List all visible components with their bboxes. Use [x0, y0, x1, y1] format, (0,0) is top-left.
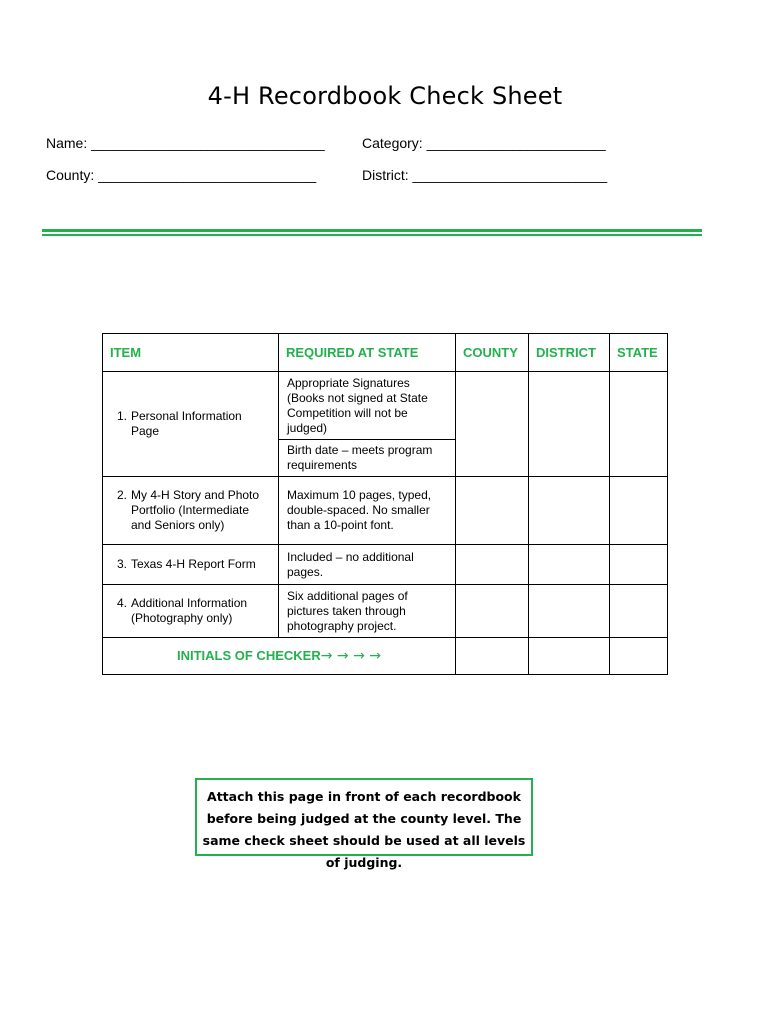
requirement-cell: Six additional pages of pictures taken through photography project. [279, 585, 456, 638]
state-check-cell[interactable] [610, 545, 668, 585]
item-number: 3. [117, 557, 128, 571]
table-row [103, 585, 668, 638]
requirement-cell: Included – no additional pages. [279, 545, 456, 585]
item-label: My 4-H Story and Photo Portfolio (Intermediate and Seniors only) [131, 488, 260, 532]
initials-row [103, 638, 668, 675]
header-item: ITEM [103, 334, 279, 372]
state-check-cell[interactable] [610, 372, 668, 477]
divider-line [42, 229, 702, 232]
county-initials-cell[interactable] [456, 638, 529, 675]
item-number: 1. [117, 409, 128, 423]
county-check-cell[interactable] [456, 585, 529, 638]
table-row [103, 545, 668, 585]
item-cell [103, 372, 279, 477]
item-label: Additional Information (Photography only) [131, 596, 248, 625]
page-title: 4-H Recordbook Check Sheet [207, 82, 563, 110]
state-check-cell[interactable] [610, 585, 668, 638]
item-label: Texas 4-H Report Form [131, 557, 256, 571]
county-field[interactable]: County: ____________________________ [46, 167, 317, 183]
county-check-cell[interactable] [456, 477, 529, 545]
arrow-right-icon: → → → → [320, 648, 381, 664]
district-check-cell[interactable] [529, 372, 610, 477]
county-check-cell[interactable] [456, 545, 529, 585]
state-initials-cell[interactable] [610, 638, 668, 675]
item-cell [103, 585, 279, 638]
table-row [103, 477, 668, 545]
table-header-row [103, 334, 668, 372]
item-number: 2. [117, 488, 128, 502]
district-check-cell[interactable] [529, 545, 610, 585]
item-cell [103, 545, 279, 585]
district-check-cell[interactable] [529, 477, 610, 545]
district-field[interactable]: District: _________________________ [362, 167, 608, 183]
header-county: COUNTY [456, 334, 529, 372]
item-number: 4. [117, 596, 128, 610]
initials-label-cell [103, 638, 456, 675]
check-sheet-table [102, 333, 668, 675]
divider-line-thin [42, 234, 702, 236]
county-check-cell[interactable] [456, 372, 529, 477]
name-field[interactable]: Name: ______________________________ [46, 135, 325, 151]
attach-notice-box: Attach this page in front of each recordbook before being judged at the county level. The same check sheet should be used at all levels of judging. [195, 778, 533, 856]
requirement-cell: Appropriate Signatures (Books not signed at State Competition will not be judged) [279, 372, 456, 440]
header-required: REQUIRED AT STATE [279, 334, 456, 372]
header-district: DISTRICT [529, 334, 610, 372]
item-cell [103, 477, 279, 545]
district-check-cell[interactable] [529, 585, 610, 638]
header-state: STATE [610, 334, 668, 372]
district-initials-cell[interactable] [529, 638, 610, 675]
requirement-cell: Birth date – meets program requirements [279, 440, 456, 477]
table-row [103, 372, 668, 440]
item-label: Personal Information Page [131, 409, 242, 438]
category-field[interactable]: Category: _______________________ [362, 135, 606, 151]
initials-label: INITIALS OF CHECKER [176, 648, 321, 663]
state-check-cell[interactable] [610, 477, 668, 545]
requirement-cell: Maximum 10 pages, typed, double-spaced. No smaller than a 10-point font. [279, 477, 456, 545]
